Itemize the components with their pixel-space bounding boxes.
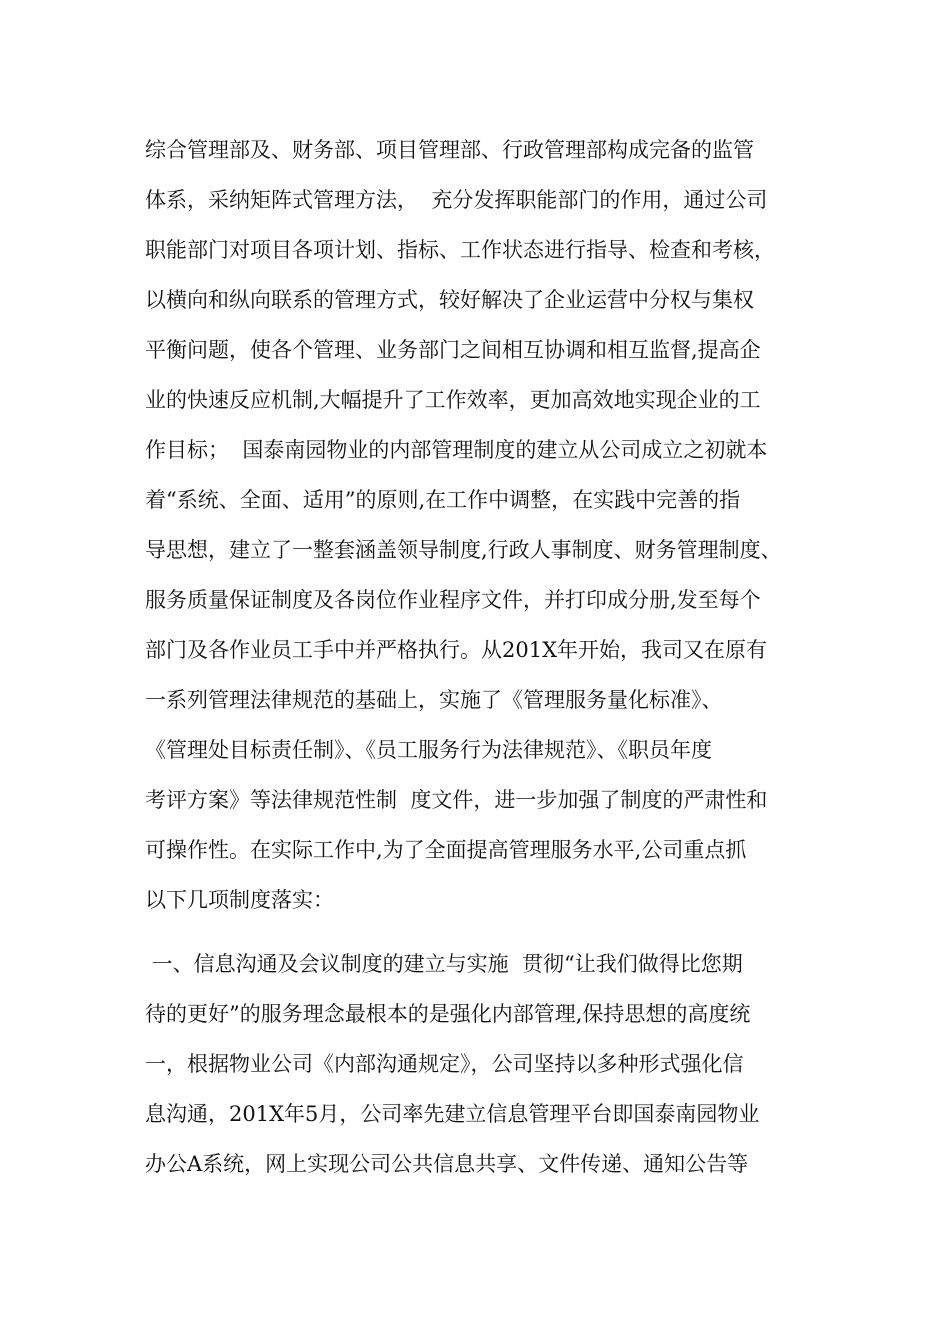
text-line: 可操作性。在实际工作中,为了全面提高管理服务水平,公司重点抓	[145, 838, 747, 862]
text-line: 一，根据物业公司《内部沟通规定》，公司坚持以多种形式强化信	[145, 1052, 744, 1076]
text-line: 体系，采纳矩阵式管理方法， 充分发挥职能部门的作用，通过公司	[145, 188, 768, 212]
text-line: 服务质量保证制度及各岗位作业程序文件，并打印成分册,发至每个	[145, 588, 761, 612]
text-line: 导思想，建立了一整套涵盖领导制度,行政人事制度、财务管理制度、	[145, 538, 782, 562]
text-line: 息沟通，201X年5月，公司率先建立信息管理平台即国泰南园物业	[145, 1102, 760, 1126]
text-line: 着“系统、全面、适用”的原则,在工作中调整，在实践中完善的指	[145, 488, 741, 512]
text-line: 一系列管理法律规范的基础上，实施了《管理服务量化标准》、	[145, 688, 723, 712]
text-line: 平衡问题，使各个管理、业务部门之间相互协调和相互监督,提高企	[145, 338, 761, 362]
text-line: 职能部门对项目各项计划、指标、工作状态进行指导、检查和考核，	[145, 238, 775, 262]
text-line: 作目标； 国泰南园物业的内部管理制度的建立从公司成立之初就本	[145, 438, 768, 462]
text-line: 一、信息沟通及会议制度的建立与实施 贯彻“让我们做得比您期	[145, 952, 743, 976]
text-line: 以下几项制度落实：	[145, 888, 334, 912]
text-line: 待的更好”的服务理念最根本的是强化内部管理,保持思想的高度统	[145, 1002, 751, 1026]
text-line: 《管理处目标责任制》、《员工服务行为法律规范》、《职员年度	[145, 738, 712, 762]
text-line: 综合管理部及、财务部、项目管理部、行政管理部构成完备的监管	[145, 138, 754, 162]
text-line: 部门及各作业员工手中并严格执行。从201X年开始，我司又在原有	[145, 638, 768, 662]
text-line: 办公A系统，网上实现公司公共信息共享、文件传递、通知公告等	[145, 1152, 749, 1176]
text-line: 以横向和纵向联系的管理方式，较好解决了企业运营中分权与集权	[145, 288, 754, 312]
text-line: 业的快速反应机制,大幅提升了工作效率，更加高效地实现企业的工	[145, 388, 761, 412]
text-line: 考评方案》等法律规范性制 度文件，进一步加强了制度的严肃性和	[145, 788, 768, 812]
